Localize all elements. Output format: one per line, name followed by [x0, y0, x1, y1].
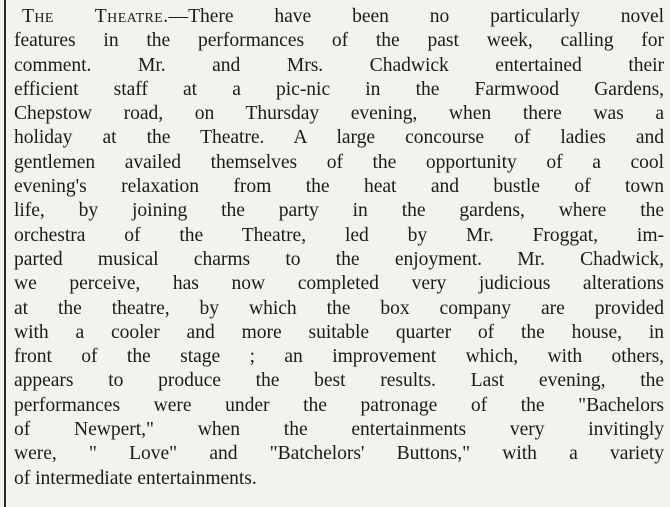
article-line: parted musical charms to the enjoyment. Mr. Chadwick,	[14, 248, 664, 270]
article-line: Chepstow road, on Thursday evening, when there was a	[14, 103, 664, 125]
article-line-last: of intermediate entertainments.	[14, 467, 257, 489]
article-line: performances were under the patronage of the "Bachelors	[14, 394, 664, 416]
article-line: efficient staff at a pic-nic in the Farmwood Gardens,	[14, 78, 664, 100]
article-line: front of the stage ; an improvement which, with others,	[14, 346, 664, 368]
article-line: appears to produce the best results. Last evening, the	[14, 370, 664, 392]
article-heading: The Theatre.	[22, 6, 169, 27]
article-line: gentlemen availed themselves of the opportunity of a cool	[14, 151, 664, 173]
article-theatre	[14, 5, 664, 491]
article-line: with a cooler and more suitable quarter of the house, in	[14, 321, 664, 343]
article-line-1	[14, 5, 664, 29]
article-line: orchestra of the Theatre, led by Mr. Froggat, im-	[14, 224, 664, 246]
column-rule	[4, 0, 6, 507]
article-line: evening's relaxation from the heat and bustle of town	[14, 176, 664, 198]
article-line: features in the performances of the past week, calling for	[14, 30, 664, 52]
article-line: we perceive, has now completed very judicious alterations	[14, 273, 664, 295]
article-line-1-text: —There have been no particularly novel	[168, 6, 664, 27]
article-line: were, " Love" and "Batchelors' Buttons," with a variety	[14, 443, 664, 465]
article-line: of Newpert," when the entertainments very invitingly	[14, 419, 664, 441]
article-line: holiday at the Theatre. A large concourse of ladies and	[14, 127, 664, 149]
article-line: life, by joining the party in the gardens, where the	[14, 200, 664, 222]
article-line: comment. Mr. and Mrs. Chadwick entertained their	[14, 54, 664, 76]
article-line: at the theatre, by which the box company are provided	[14, 297, 664, 319]
